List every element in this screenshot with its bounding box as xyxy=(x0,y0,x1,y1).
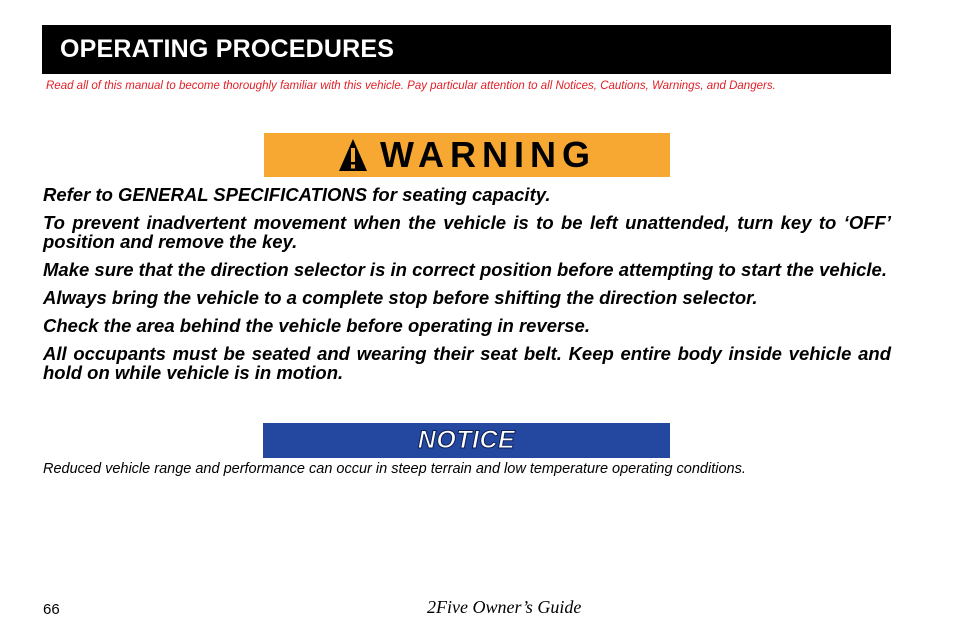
warning-item: All occupants must be seated and wearing their seat belt. Keep entire body inside vehicle and hold on while vehicle is in motion. xyxy=(43,343,891,383)
warning-banner xyxy=(264,133,670,177)
notice-banner xyxy=(263,423,670,458)
warning-list xyxy=(43,185,891,391)
warning-item: Always bring the vehicle to a complete stop before shifting the direction selector. xyxy=(43,287,758,308)
warning-label: WARNING xyxy=(380,134,596,175)
page-number: 66 xyxy=(43,601,60,618)
warning-item: Refer to GENERAL SPECIFICATIONS for seating capacity. xyxy=(43,184,551,205)
intro-note: Read all of this manual to become thoroughly familiar with this vehicle. Pay particular attention to all Notices, Cautions, Warnings, and Dangers. xyxy=(46,80,776,92)
footer-title: 2Five Owner’s Guide xyxy=(427,597,582,617)
warning-item: Make sure that the direction selector is in correct position before attempting to start the vehicle. xyxy=(43,259,887,280)
notice-label: NOTICE xyxy=(417,426,516,454)
warning-item: Check the area behind the vehicle before operating in reverse. xyxy=(43,315,590,336)
section-title: OPERATING PROCEDURES xyxy=(60,35,395,63)
notice-text: Reduced vehicle range and performance can occur in steep terrain and low temperature operating conditions. xyxy=(43,461,746,477)
exclamation-triangle-icon xyxy=(338,138,368,172)
section-header-bar xyxy=(42,25,891,74)
warning-item: To prevent inadvertent movement when the vehicle is to be left unattended, turn key to ‘OFF’ position and remove the key. xyxy=(43,212,891,252)
